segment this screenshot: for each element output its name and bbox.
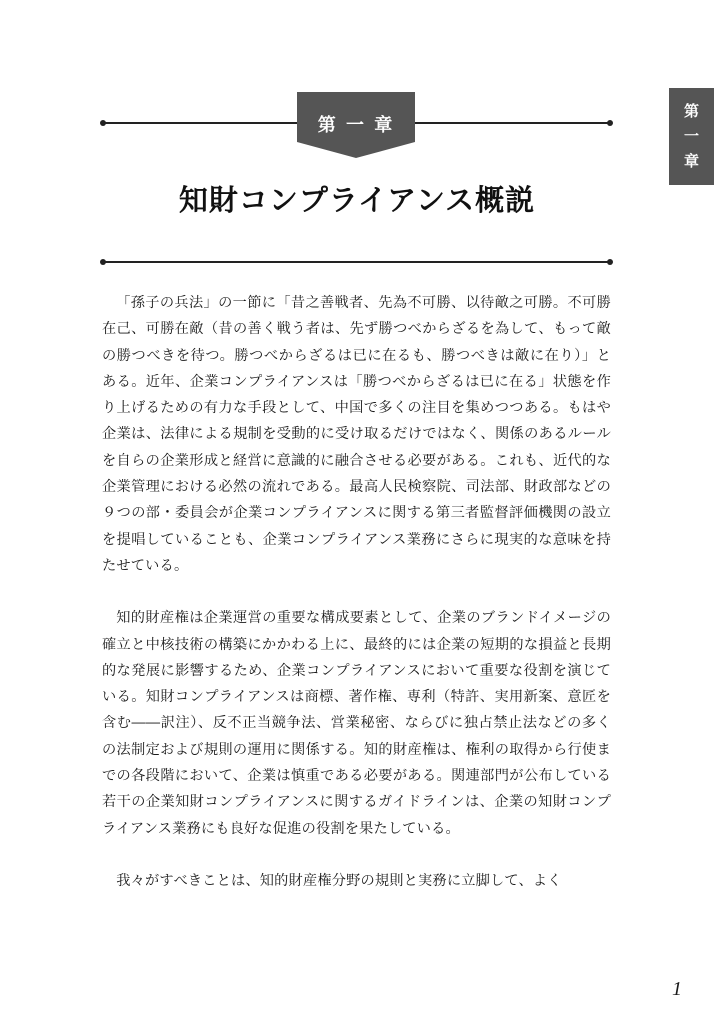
chapter-banner xyxy=(297,92,415,158)
paragraph: 我々がすべきことは、知的財産権分野の規則と実務に立脚して、よく xyxy=(116,872,562,889)
side-tab-char: 章 xyxy=(683,152,699,170)
paragraph: 知的財産権は企業運営の重要な構成要素として、企業のブランドイメージの確立と中核技術の構築にかかわる上に、最終的には企業の短期的な損益と長期的な発展に影響するため、企業コンプライアンスにおいて重要な役割を演じている。知財コンプライアンスは商標、著作権、専利（特許、実用新案、意匠を含む――訳注）、反不正当競争法、営業秘密、ならびに独占禁止法などの多くの法制定および規則の運用に関係する。知的財産権は、権利の取得から行使までの各段階において、企業は慎重である必要がある。関連部門が公布している若干の企業知財コンプライアンスに関するガイドラインは、企業の知財コンプライアンス業務にも良好な促進の役割を果たしている。 xyxy=(102,610,611,837)
rule-dot xyxy=(607,120,613,126)
page-title: 知財コンプライアンス概説 xyxy=(178,183,536,217)
rule-dot xyxy=(607,259,613,265)
chapter-label: 第 一 章 xyxy=(317,115,395,136)
rule-dot xyxy=(100,259,106,265)
side-tab-char: 一 xyxy=(683,127,699,145)
paragraph: 「孫子の兵法」の一節に「昔之善戦者、先為不可勝、以待敵之可勝。不可勝在己、可勝在敵（昔の善く戦う者は、先ず勝つべからざるを為して、もって敵の勝つべきを待つ。勝つべからざるは已に在るも、勝つべきは敵に在り）」とある。近年、企業コンプライアンスは「勝つべからざるは已に在る」状態を作り上げるための有力な手段として、中国で多くの注目を集めつつある。もはや企業は、法律による規制を受動的に受け取るだけではなく、関係のあるルールを自らの企業形成と経営に意識的に融合させる必要がある。これも、近代的な企業管理における必然の流れである。最高人民検察院、司法部、財政部などの９つの部・委員会が企業コンプライアンスに関する第三者監督評価機関の設立を提唱していることも、企業コンプライアンス業務にさらに現実的な意味を持たせている。 xyxy=(102,295,611,574)
rule-dot xyxy=(100,120,106,126)
title-underline-rule xyxy=(103,261,610,263)
side-tab-char: 第 xyxy=(683,102,699,120)
page-number: 1 xyxy=(672,978,682,1000)
chapter-side-tab xyxy=(669,88,714,185)
body-text xyxy=(102,290,611,920)
